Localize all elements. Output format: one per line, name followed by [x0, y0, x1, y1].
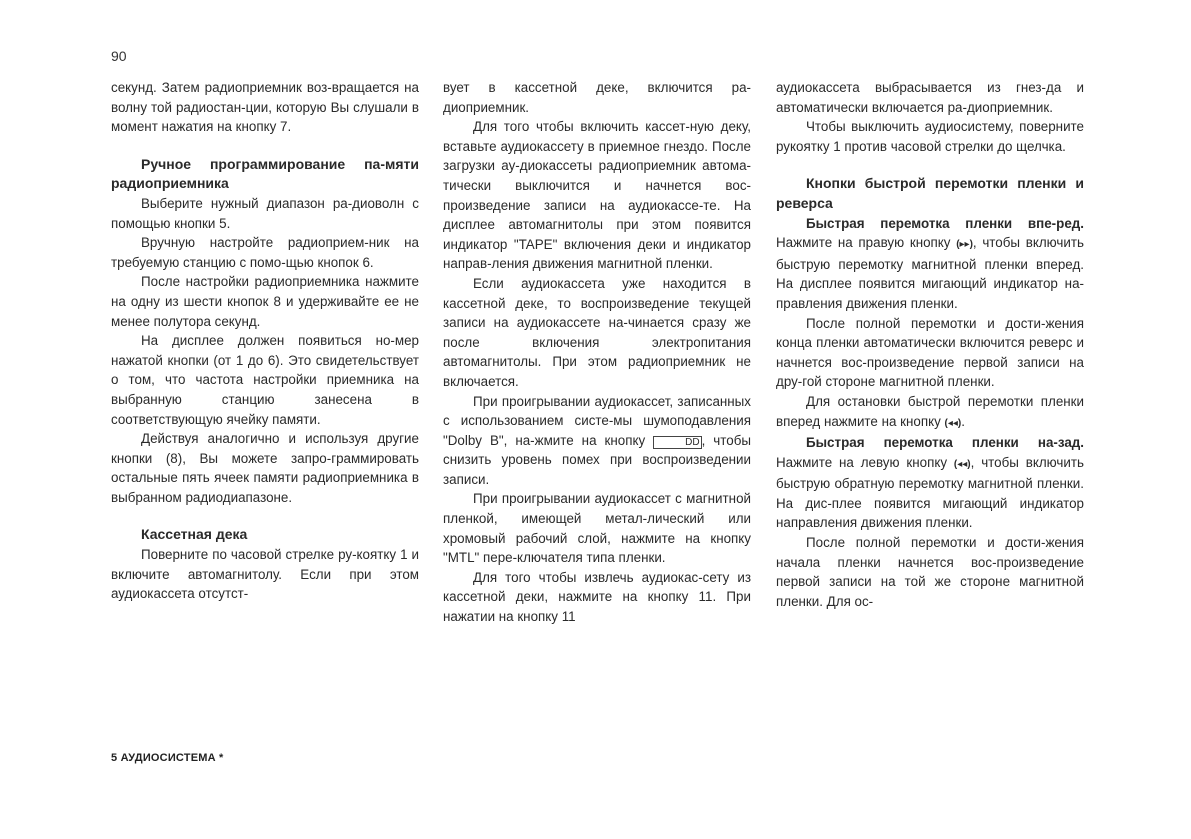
- paragraph: Вручную настройте радиоприем-ник на требуемую станцию с помо-щью кнопок 6.: [111, 235, 419, 270]
- column-2: [443, 78, 751, 627]
- paragraph: После полной перемотки и дости-жения конца пленки автоматически включится реверс и начнется вос-произведение первой записи на дру-гой стороне магнитной пленки.: [776, 315, 1084, 390]
- page-number: 90: [111, 48, 127, 64]
- paragraph: Для того чтобы извлечь аудиокас-сету из кассетной деки, нажмите на кнопку 11. При нажатии на кнопку 11: [443, 569, 751, 625]
- paragraph-text: Для остановки быстрой перемотки пленки вперед нажмите на кнопку: [776, 393, 1084, 429]
- paragraph: аудиокассета выбрасывается из гнез-да и автоматически включается ра-диоприемник.: [776, 80, 1084, 115]
- paragraph: Действуя аналогично и используя другие кнопки (8), Вы можете запро-граммировать остальные пять ячеек памяти радиоприемника в выбранном радиодиапазоне.: [111, 431, 419, 505]
- rewind-heading: Быстрая перемотка пленки на-зад.: [806, 435, 1084, 451]
- section-heading-fast-wind: Кнопки быстрой перемотки пленки и реверса: [776, 175, 1084, 211]
- paragraph: После полной перемотки и дости-жения начала пленки начнется вос-произведение первой записи на той же стороне магнитной пленки. Для ос-: [776, 535, 1084, 609]
- column-1: [111, 78, 419, 604]
- dolby-icon: DD: [653, 436, 701, 449]
- paragraph: Выберите нужный диапазон ра-диоволн с помощью кнопки 5.: [111, 195, 419, 231]
- paragraph-text: Нажмите на правую кнопку: [776, 235, 951, 251]
- fast-forward-heading: Быстрая перемотка пленки впе-ред.: [806, 215, 1084, 231]
- section-heading-cassette-deck: Кассетная дека: [141, 526, 248, 543]
- paragraph-text: При проигрывании аудиокассет, записанных с использованием систе-мы шумоподавления "Dolby B", на-жмите на кнопку: [443, 393, 751, 448]
- paragraph-rewind: [776, 433, 1084, 533]
- paragraph-text: , чтобы включить быструю обратную перемотку магнитной пленки. На дис-плее появится мигающий индикатор направления движения пленки.: [776, 454, 1084, 531]
- paragraph: После настройки радиоприемника нажмите на одну из шести кнопок 8 и удерживайте ее не менее полутора секунд.: [111, 274, 419, 329]
- paragraph-text: , чтобы включить быструю перемотку магнитной пленки вперед. На дисплее появится мигающий индикатор на-правления движения пленки.: [776, 235, 1084, 311]
- section-heading-manual-programming: Ручное программирование па-мяти радиоприемника: [111, 155, 419, 192]
- paragraph: На дисплее должен появиться но-мер нажатой кнопки (от 1 до 6). Это свидетельствует о том, что частота настройки приемника на выбранную станцию занесена в соответствующую ячейку памяти.: [111, 333, 419, 427]
- column-3: [776, 78, 1084, 611]
- paragraph-text: , чтобы снизить уровень помех при воспроизведении записи.: [443, 432, 751, 487]
- section-footer: 5 АУДИОСИСТЕМА *: [111, 752, 224, 764]
- paragraph: При проигрывании аудиокассет с магнитной пленкой, имеющей метал-лический или хромовый рабочий слой, нажмите на кнопку "MTL" пере-ключателя типа пленки.: [443, 491, 751, 566]
- paragraph: Для того чтобы включить кассет-ную деку, вставьте аудиокассету в приемное гнездо. После загрузки ау-диокассеты радиоприемник автома-тически выключится и начнется вос-произведение записи на аудиокассе-те. На дисплее автомагнитолы при этом появится индикатор "TAPE" включения деки и индикатор направ-ления движения магнитной пленки.: [443, 119, 751, 272]
- rewind-icon: (◂◂): [944, 417, 962, 429]
- rewind-icon: (◂◂): [953, 458, 971, 470]
- fast-forward-icon: (▸▸): [956, 239, 973, 251]
- paragraph-dolby: [443, 392, 751, 490]
- paragraph-stop: Для остановки быстрой перемотки пленки вперед нажмите на кнопку (◂◂).: [776, 393, 1084, 429]
- paragraph: Если аудиокассета уже находится в кассетной деке, то воспроизведение текущей записи на аудиокассете на-чинается сразу же после включения электропитания автомагнитолы. При этом радиоприемник не включается.: [443, 275, 751, 389]
- paragraph: Чтобы выключить аудиосистему, поверните рукоятку 1 против часовой стрелки до щелчка.: [776, 119, 1084, 154]
- paragraph-fast-forward: [776, 214, 1084, 314]
- paragraph: Поверните по часовой стрелке ру-коятку 1 и включите автомагнитолу. Если при этом аудиокассета отсутст-: [111, 547, 419, 602]
- paragraph: секунд. Затем радиоприемник воз-вращается на волну той радиостан-ции, которую Вы слушали в момент нажатия на кнопку 7.: [111, 80, 419, 135]
- paragraph-text: Нажмите на левую кнопку: [776, 454, 948, 470]
- paragraph: вует в кассетной деке, включится ра-диоприемник.: [443, 80, 751, 115]
